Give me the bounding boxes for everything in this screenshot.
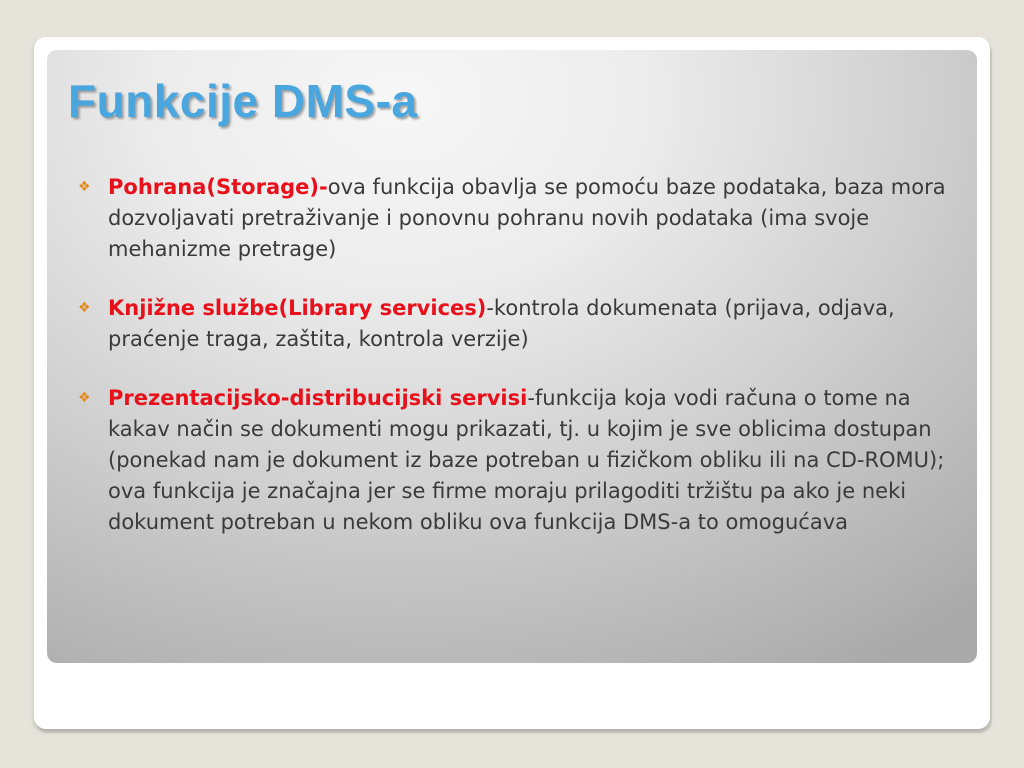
bullet-term: Prezentacijsko-distribucijski servisi — [108, 386, 528, 410]
diamond-bullet-icon: ❖ — [78, 179, 91, 195]
bullet-text: -kontrola dokumenata (prijava, odjava, praćenje traga, zaštita, kontrola verzije) — [108, 296, 895, 351]
bullet-term: Knjižne službe(Library services) — [108, 296, 487, 320]
bullet-item-library-services — [76, 293, 961, 355]
diamond-bullet-icon: ❖ — [78, 390, 91, 406]
bullet-item-presentation-distribution — [76, 383, 961, 538]
bullet-list — [76, 172, 961, 566]
slide-title: Funkcije DMS-a — [68, 75, 418, 127]
slide-frame — [34, 37, 990, 729]
diamond-bullet-icon: ❖ — [78, 300, 91, 316]
bullet-term: Pohrana(Storage)- — [108, 175, 328, 199]
bullet-item-storage — [76, 172, 961, 265]
bullet-text: ova funkcija obavlja se pomoću baze podataka, baza mora dozvoljavati pretraživanje i ponovnu pohranu novih podataka (ima svoje mehanizme pretrage) — [108, 175, 946, 261]
bullet-text: -funkcija koja vodi računa o tome na kakav način se dokumenti mogu prikazati, tj. u kojim je sve oblicima dostupan (ponekad nam je dokument iz baze potreban u fizičkom obliku ili na CD-ROMU); ova funkcija je značajna jer se firme moraju prilagoditi tržištu pa ako je neki dokument potreban u nekom obliku ova funkcija DMS-a to omogućava — [108, 386, 945, 534]
slide-content-panel — [47, 50, 977, 663]
